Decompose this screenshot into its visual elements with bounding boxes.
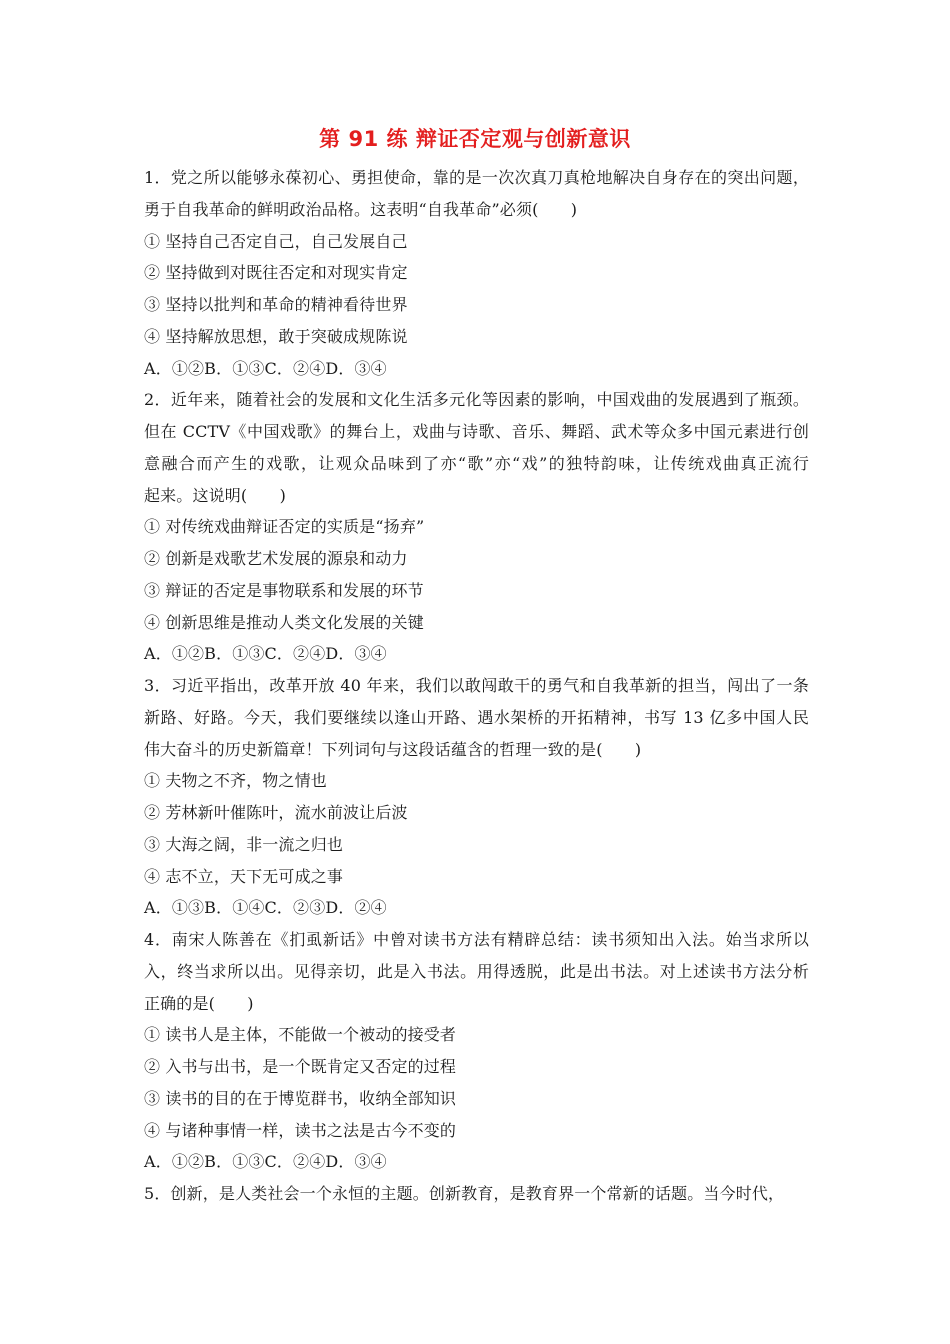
option-item: ② 入书与出书，是一个既肯定又否定的过程	[144, 1057, 457, 1076]
question-stem	[144, 384, 809, 511]
answer-choices: A．①②B．①③C．②④D．③④	[144, 358, 387, 378]
stem-line: 起来。这说明( )	[144, 485, 286, 505]
question-stem	[144, 1178, 809, 1210]
page-title: 第 91 练 辩证否定观与创新意识	[319, 127, 631, 151]
question-stem	[144, 162, 809, 226]
stem-line: 入，终当求所以出。见得亲切，此是入书法。用得透脱，此是出书法。对上述读书方法分析	[144, 961, 809, 981]
option-item: ④ 志不立，天下无可成之事	[144, 866, 344, 886]
question-stem	[144, 924, 809, 1019]
answer-choices: A．①②B．①③C．②④D．③④	[144, 644, 387, 664]
option-item: ① 读书人是主体，不能做一个被动的接受者	[144, 1025, 457, 1045]
question-list	[144, 162, 809, 1210]
stem-line: 3．习近平指出，改革开放 40 年来，我们以敢闯敢干的勇气和自我革新的担当，闯出了一条	[144, 676, 809, 695]
question-5	[144, 1178, 809, 1210]
option-item: ③ 大海之阔，非一流之归也	[144, 834, 344, 854]
option-item: ④ 坚持解放思想，敢于突破成规陈说	[144, 326, 408, 346]
question-1	[144, 162, 809, 384]
stem-line: 4．南宋人陈善在《扪虱新话》中曾对读书方法有精辟总结：读书须知出入法。始当求所以	[144, 930, 809, 949]
question-stem	[144, 670, 809, 765]
option-item: ① 夫物之不齐，物之情也	[144, 771, 327, 791]
stem-line: 2．近年来，随着社会的发展和文化生活多元化等因素的影响，中国戏曲的发展遇到了瓶颈。	[144, 390, 809, 410]
option-item: ③ 辩证的否定是事物联系和发展的环节	[144, 580, 424, 600]
option-item: ② 芳林新叶催陈叶，流水前波让后波	[144, 803, 408, 822]
answer-choices: A．①②B．①③C．②④D．③④	[144, 1152, 387, 1172]
stem-line: 伟大奋斗的历史新篇章！下列词句与这段话蕴含的哲理一致的是( )	[144, 739, 642, 759]
stem-line: 意融合而产生的戏歌，让观众品味到了亦“歌”亦“戏”的独特韵味，让传统戏曲真正流行	[144, 453, 809, 473]
stem-line: 新路、好路。今天，我们要继续以逢山开路、遇水架桥的开拓精神，书写 13 亿多中国人民	[144, 707, 809, 727]
option-item: ④ 创新思维是推动人类文化发展的关键	[144, 612, 424, 632]
question-3	[144, 670, 809, 924]
stem-line: 5．创新，是人类社会一个永恒的主题。创新教育，是教育界一个常新的话题。当今时代，	[144, 1184, 785, 1203]
option-item: ② 坚持做到对既往否定和对现实肯定	[144, 263, 408, 283]
option-item: ④ 与诸种事情一样，读书之法是古今不变的	[144, 1120, 457, 1140]
stem-line: 勇于自我革命的鲜明政治品格。这表明“自我革命”必须( )	[144, 199, 578, 219]
option-item: ① 坚持自己否定自己，自己发展自己	[144, 231, 408, 251]
option-item: ③ 读书的目的在于博览群书，收纳全部知识	[144, 1088, 457, 1108]
question-4	[144, 924, 809, 1178]
option-item: ① 对传统戏曲辩证否定的实质是“扬弃”	[144, 517, 425, 537]
stem-line: 但在 CCTV《中国戏歌》的舞台上，戏曲与诗歌、音乐、舞蹈、武术等众多中国元素进行创	[144, 422, 809, 441]
question-2	[144, 384, 809, 670]
option-item: ③ 坚持以批判和革命的精神看待世界	[144, 295, 408, 314]
option-item: ② 创新是戏歌艺术发展的源泉和动力	[144, 549, 408, 568]
stem-line: 正确的是( )	[144, 993, 254, 1013]
answer-choices: A．①③B．①④C．②③D．②④	[144, 898, 387, 918]
stem-line: 1．党之所以能够永葆初心、勇担使命，靠的是一次次真刀真枪地解决自身存在的突出问题，	[144, 168, 809, 187]
